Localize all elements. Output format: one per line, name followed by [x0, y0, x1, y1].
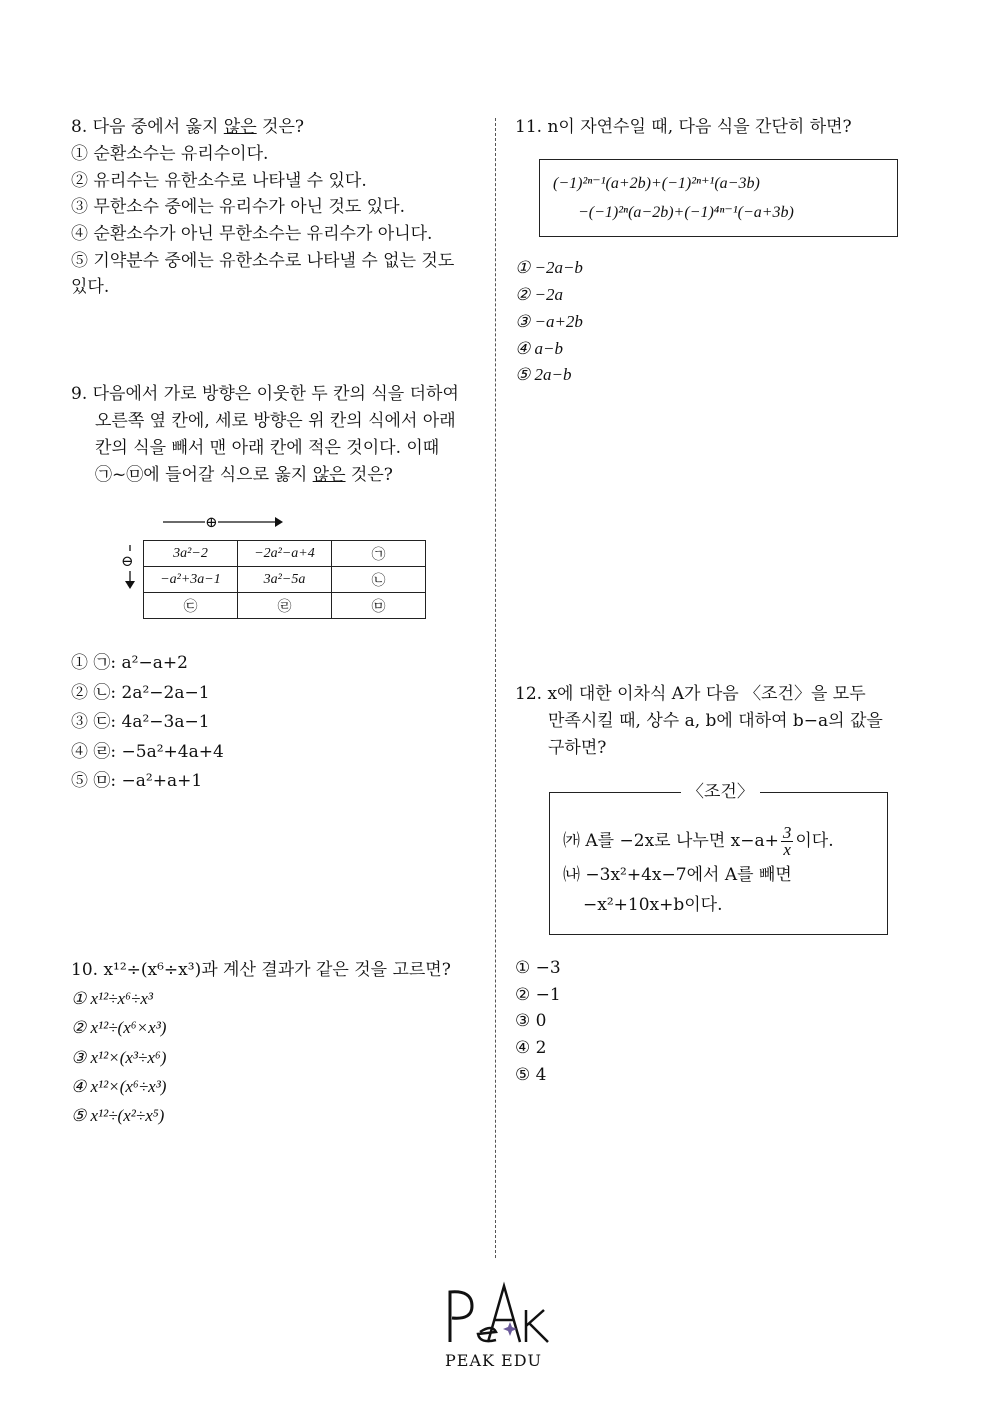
- table-cell: ㉡: [332, 567, 426, 593]
- q10-option-1: ① x¹²÷x⁶÷x³: [71, 989, 153, 1008]
- q10-option-3: ③ x¹²×(x³÷x⁶): [71, 1048, 167, 1067]
- q8-option-2: ② 유리수는 유한소수로 나타낼 수 있다.: [71, 171, 367, 191]
- q11-expression-line-1: (−1)²ⁿ⁻¹(a+2b)+(−1)²ⁿ⁺¹(a−3b): [553, 175, 760, 192]
- q9-option-3: ③ ㉢: 4a²−3a−1: [71, 712, 210, 732]
- table-cell: −2a²−a+4: [238, 541, 332, 567]
- q11-expression-box: [539, 159, 898, 237]
- q10-stem: 10. x¹²÷(x⁶÷x³)과 계산 결과가 같은 것을 고르면?: [71, 960, 451, 980]
- q8-option-5-cont: 있다.: [71, 277, 110, 297]
- q12-option-4: ④ 2: [515, 1038, 547, 1058]
- q9-stem-line-3: 칸의 식을 빼서 맨 아래 칸에 적은 것이다. 이때: [95, 438, 440, 458]
- q9-stem-line-1: 9. 다음에서 가로 방향은 이웃한 두 칸의 식을 더하여: [71, 384, 459, 404]
- table-cell: 3a²−2: [144, 541, 238, 567]
- q11-option-4: ④ a−b: [515, 339, 563, 358]
- q12-option-3: ③ 0: [515, 1011, 547, 1031]
- q11-expression-line-2: −(−1)²ⁿ(a−2b)+(−1)⁴ⁿ⁻¹(−a+3b): [578, 204, 794, 221]
- q12-condition-b-line-1: ㈏ −3x²+4x−7에서 A를 빼면: [563, 865, 792, 885]
- q9-option-4: ④ ㉣: −5a²+4a+4: [71, 742, 224, 762]
- q9-option-5: ⑤ ㉤: −a²+a+1: [71, 771, 203, 791]
- q9-stem-line-4: ㉠~㉤에 들어갈 식으로 옳지 않은 것은?: [95, 465, 393, 485]
- q11-option-1: ① −2a−b: [515, 258, 583, 277]
- q12-condition-title: 〈조건〉: [681, 781, 760, 803]
- q12-option-5: ⑤ 4: [515, 1065, 547, 1085]
- q9-option-2: ② ㉡: 2a²−2a−1: [71, 683, 210, 703]
- plus-circle-icon: ⊕: [205, 513, 218, 531]
- q11-option-2: ② −2a: [515, 285, 563, 304]
- q12-condition-b-line-2: −x²+10x+b이다.: [583, 895, 723, 915]
- table-cell: ㉣: [238, 593, 332, 619]
- peak-logo-icon: [440, 1280, 555, 1350]
- fraction: $\frac{3}{x}$: [782, 823, 792, 859]
- table-cell: −a²+3a−1: [144, 567, 238, 593]
- q10-option-5: ⑤ x¹²÷(x²÷x⁵): [71, 1106, 165, 1125]
- table-cell: 3a²−5a: [238, 567, 332, 593]
- table-row: [144, 593, 426, 619]
- q8-option-1: ① 순환소수는 유리수이다.: [71, 144, 269, 164]
- q11-option-5: ⑤ 2a−b: [515, 365, 572, 384]
- q11-stem: 11. n이 자연수일 때, 다음 식을 간단히 하면?: [515, 117, 852, 137]
- table-cell: ㉤: [332, 593, 426, 619]
- q8-stem: 8. 다음 중에서 옳지 않은 것은?: [71, 117, 305, 137]
- minus-circle-icon: ⊖: [121, 552, 134, 570]
- q12-option-2: ② −1: [515, 985, 561, 1005]
- q9-option-1: ① ㉠: a²−a+2: [71, 653, 188, 673]
- q10-option-2: ② x¹²÷(x⁶×x³): [71, 1018, 167, 1037]
- q12-stem-line-3: 구하면?: [548, 738, 607, 758]
- q12-stem-line-2: 만족시킬 때, 상수 a, b에 대하여 b−a의 값을: [548, 711, 883, 731]
- q9-table: [143, 540, 426, 619]
- table-cell: ㉠: [332, 541, 426, 567]
- table-cell: ㉢: [144, 593, 238, 619]
- q8-option-5: ⑤ 기약분수 중에는 유한소수로 나타낼 수 없는 것도: [71, 251, 455, 271]
- q12-stem-line-1: 12. x에 대한 이차식 A가 다음 〈조건〉을 모두: [515, 684, 866, 704]
- table-row: [144, 567, 426, 593]
- brand-name: PEAK EDU: [445, 1351, 543, 1370]
- column-divider: [495, 118, 496, 1258]
- table-row: [144, 541, 426, 567]
- horizontal-plus-arrow: [160, 512, 286, 532]
- q12-condition-a: ㈎ A를 −2x로 나누면 x−a+ $\frac{3}{x}$ 이다.: [563, 823, 834, 859]
- q8-option-3: ③ 무한소수 중에는 유리수가 아닌 것도 있다.: [71, 197, 406, 217]
- q12-option-1: ① −3: [515, 958, 561, 978]
- q8-option-4: ④ 순환소수가 아닌 무한소수는 유리수가 아니다.: [71, 224, 433, 244]
- q11-option-3: ③ −a+2b: [515, 312, 583, 331]
- q9-stem-line-2: 오른쪽 옆 칸에, 세로 방향은 위 칸의 식에서 아래: [95, 411, 456, 431]
- q10-option-4: ④ x¹²×(x⁶÷x³): [71, 1077, 167, 1096]
